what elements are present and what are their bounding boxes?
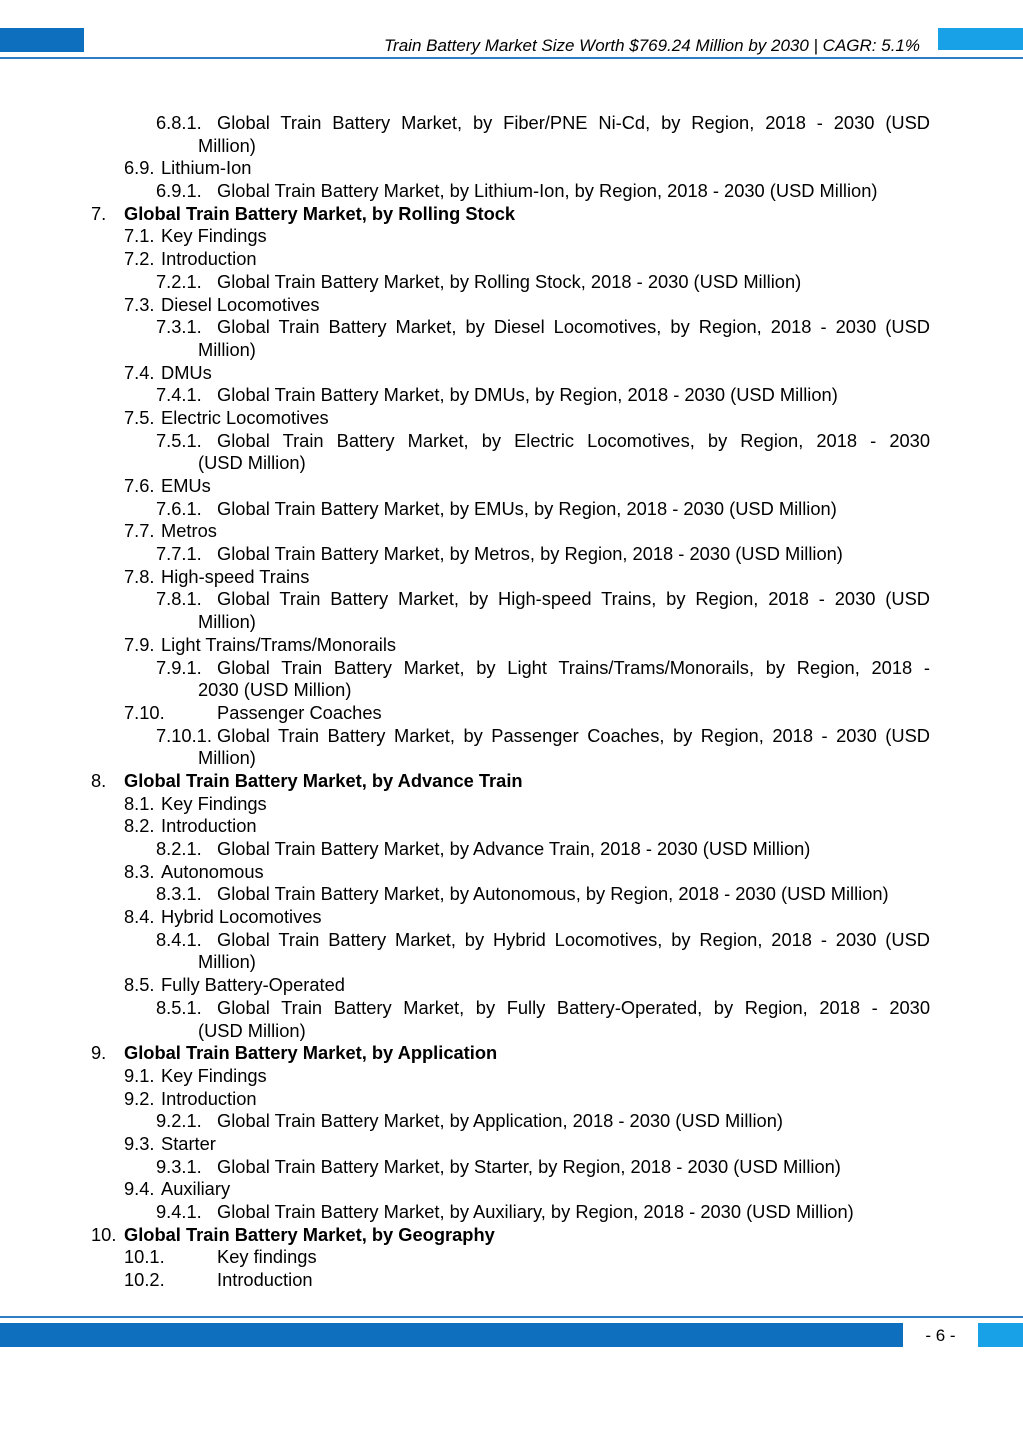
toc-entry bbox=[0, 634, 1023, 657]
toc-entry bbox=[0, 1178, 1023, 1201]
toc-entry bbox=[0, 452, 1023, 475]
toc-entry-number: 7.4. bbox=[124, 361, 155, 383]
toc-entry-number: 7.1. bbox=[124, 225, 155, 247]
toc-entry-number: 7.4.1. bbox=[156, 384, 202, 406]
toc-entry-title: Introduction bbox=[161, 1087, 257, 1109]
toc-entry-number: 9.4.1. bbox=[156, 1201, 202, 1222]
toc-entry-title: Global Train Battery Market, by Metros, by Region, 2018 - 2030 (USD Million) bbox=[217, 543, 843, 565]
toc-entry bbox=[0, 384, 1023, 407]
toc-entry bbox=[0, 1133, 1023, 1156]
toc-entry-number: 7.5.1. bbox=[156, 429, 202, 451]
toc-entry bbox=[0, 248, 1023, 271]
footer-right-bar bbox=[978, 1323, 1023, 1347]
toc-entry bbox=[0, 929, 1023, 952]
toc-entry-number: 7.5. bbox=[124, 406, 155, 428]
toc-entry-number: 9.3.1. bbox=[156, 1155, 202, 1177]
toc-entry-number: 7. bbox=[91, 202, 107, 224]
toc-entry-title: EMUs bbox=[161, 475, 211, 496]
toc-entry-title: Global Train Battery Market, by Light Trains/Trams/Monorails, by Region, 2018 - bbox=[217, 656, 930, 678]
toc-entry-number: 7.9.1. bbox=[156, 656, 202, 678]
toc-entry-title: Electric Locomotives bbox=[161, 406, 329, 428]
toc-entry-number: 8.1. bbox=[124, 792, 155, 814]
footer-rule bbox=[0, 1316, 1023, 1318]
toc-entry bbox=[0, 157, 1023, 180]
toc-entry-title: DMUs bbox=[161, 361, 212, 383]
toc-entry-title: Global Train Battery Market, by Autonomous, by Region, 2018 - 2030 (USD Million) bbox=[217, 883, 889, 905]
toc-entry-number: 7.8. bbox=[124, 565, 155, 587]
toc-entry-number: 9.4. bbox=[124, 1178, 155, 1200]
toc-entry bbox=[0, 316, 1023, 339]
toc-entry-number: 7.2.1. bbox=[156, 270, 202, 292]
toc-entry-number: 7.6.1. bbox=[156, 497, 202, 519]
toc-entry-title: Global Train Battery Market, by Auxiliary, by Region, 2018 - 2030 (USD Million) bbox=[217, 1201, 854, 1222]
toc-entry-title: Starter bbox=[161, 1132, 216, 1154]
toc-entry bbox=[0, 520, 1023, 543]
toc-entry-title: Global Train Battery Market, by Diesel Locomotives, by Region, 2018 - 2030 (USD bbox=[217, 316, 930, 338]
toc-entry-number: 9.3. bbox=[124, 1132, 155, 1154]
toc-entry-title: Global Train Battery Market, by Application, 2018 - 2030 (USD Million) bbox=[217, 1110, 783, 1132]
toc-entry-number: 10. bbox=[91, 1223, 117, 1245]
toc-entry bbox=[0, 951, 1023, 974]
toc-entry-number: 8.2.1. bbox=[156, 838, 202, 859]
toc-entry bbox=[0, 1246, 1023, 1269]
toc-entry bbox=[0, 883, 1023, 906]
toc-entry bbox=[0, 1110, 1023, 1133]
toc-entry-number: 9.1. bbox=[124, 1064, 155, 1086]
toc-entry-number: 8.4. bbox=[124, 906, 155, 928]
toc-entry-title: Global Train Battery Market, by Rolling Stock, 2018 - 2030 (USD Million) bbox=[217, 270, 802, 292]
toc-entry bbox=[0, 838, 1023, 861]
toc-entry bbox=[0, 657, 1023, 680]
toc-entry bbox=[0, 679, 1023, 702]
toc-entry-title: Hybrid Locomotives bbox=[161, 906, 322, 928]
toc-entry-title: Passenger Coaches bbox=[217, 701, 382, 723]
toc-entry bbox=[0, 1088, 1023, 1111]
toc-entry bbox=[0, 225, 1023, 248]
toc-entry bbox=[0, 702, 1023, 725]
toc-entry-number: 8.3. bbox=[124, 860, 155, 882]
toc-entry-number: 6.8.1. bbox=[156, 112, 202, 133]
toc-entry-title: Million) bbox=[198, 611, 256, 633]
toc-entry-title: Lithium-Ion bbox=[161, 157, 252, 179]
toc-entry-number: 7.10.1. bbox=[156, 724, 212, 746]
toc-entry-number: 8. bbox=[91, 769, 107, 791]
toc-entry bbox=[0, 1020, 1023, 1043]
toc-entry-title: High-speed Trains bbox=[161, 565, 310, 587]
toc-entry-number: 7.7.1. bbox=[156, 543, 202, 565]
toc-entry bbox=[0, 974, 1023, 997]
toc-entry bbox=[0, 611, 1023, 634]
toc-entry-title: Global Train Battery Market, by Fiber/PNE Ni-Cd, by Region, 2018 - 2030 (USD bbox=[217, 112, 930, 133]
toc-entry bbox=[0, 906, 1023, 929]
toc-entry bbox=[0, 430, 1023, 453]
toc-entry-number: 10.1. bbox=[124, 1246, 165, 1268]
toc-entry-number: 8.5. bbox=[124, 974, 155, 996]
toc-entry bbox=[0, 1042, 1023, 1065]
toc-entry-number: 7.8.1. bbox=[156, 588, 202, 610]
toc-entry-title: Global Train Battery Market, by High-speed Trains, by Region, 2018 - 2030 (USD bbox=[217, 588, 930, 610]
toc-entry bbox=[0, 815, 1023, 838]
page-number: - 6 - bbox=[925, 1326, 956, 1345]
toc-entry-title: Global Train Battery Market, by Hybrid Locomotives, by Region, 2018 - 2030 (USD bbox=[217, 928, 930, 950]
toc-entry bbox=[0, 1224, 1023, 1247]
toc-entry-title: Diesel Locomotives bbox=[161, 293, 320, 315]
toc-entry-title: Global Train Battery Market, by Rolling Stock bbox=[124, 202, 516, 224]
toc-entry bbox=[0, 1065, 1023, 1088]
toc-entry bbox=[0, 203, 1023, 226]
toc-entry-title: Autonomous bbox=[161, 860, 264, 882]
toc-entry-title: Global Train Battery Market, by EMUs, by Region, 2018 - 2030 (USD Million) bbox=[217, 497, 837, 519]
toc-entry bbox=[0, 112, 1023, 135]
header-rule bbox=[0, 57, 1023, 59]
toc-entry-title: Auxiliary bbox=[161, 1178, 231, 1200]
toc-entry bbox=[0, 294, 1023, 317]
toc-entry-title: Global Train Battery Market, by Passenger Coaches, by Region, 2018 - 2030 (USD bbox=[217, 724, 930, 746]
toc-entry-title: 2030 (USD Million) bbox=[198, 679, 352, 701]
toc-entry-title: Global Train Battery Market, by Starter, by Region, 2018 - 2030 (USD Million) bbox=[217, 1155, 841, 1177]
toc-entry-number: 10.2. bbox=[124, 1269, 165, 1291]
toc-entry-number: 8.5.1. bbox=[156, 996, 202, 1018]
toc-entry-number: 7.9. bbox=[124, 633, 155, 655]
toc-entry-title: Global Train Battery Market, by Geography bbox=[124, 1223, 495, 1245]
toc-entry-title: Million) bbox=[198, 951, 256, 973]
toc-entry-number: 8.4.1. bbox=[156, 928, 202, 950]
toc-entry bbox=[0, 135, 1023, 158]
toc-entry bbox=[0, 793, 1023, 816]
toc-entry bbox=[0, 498, 1023, 521]
toc-entry bbox=[0, 339, 1023, 362]
toc-entry-title: (USD Million) bbox=[198, 1019, 306, 1041]
toc-entry-number: 7.3.1. bbox=[156, 316, 202, 338]
toc-entry-number: 9.2. bbox=[124, 1087, 155, 1109]
toc-entry-number: 7.7. bbox=[124, 520, 155, 542]
toc-entry-title: Key Findings bbox=[161, 225, 267, 247]
toc-entry bbox=[0, 725, 1023, 748]
toc-entry-title: Global Train Battery Market, by Fully Battery-Operated, by Region, 2018 - 2030 bbox=[217, 996, 930, 1018]
toc-entry-title: Introduction bbox=[161, 815, 257, 837]
toc-entry bbox=[0, 271, 1023, 294]
toc-entry-title: Global Train Battery Market, by Electric Locomotives, by Region, 2018 - 2030 bbox=[217, 429, 930, 451]
toc-entry-title: Key Findings bbox=[161, 1064, 267, 1086]
toc-entry-title: Million) bbox=[198, 747, 256, 769]
toc-entry-title: Key Findings bbox=[161, 792, 267, 814]
toc-entry-title: Global Train Battery Market, by Advance Train bbox=[124, 769, 523, 791]
toc-entry-title: Metros bbox=[161, 520, 217, 542]
toc-entry-number: 8.3.1. bbox=[156, 883, 202, 905]
toc-entry-number: 9. bbox=[91, 1042, 107, 1064]
toc-entry bbox=[0, 861, 1023, 884]
toc-entry bbox=[0, 1201, 1023, 1224]
toc-entry-title: Key findings bbox=[217, 1246, 317, 1268]
toc-entry-number: 7.10. bbox=[124, 701, 165, 723]
header-title: Train Battery Market Size Worth $769.24 Million by 2030 | CAGR: 5.1% bbox=[383, 36, 920, 55]
toc-entry-title: Introduction bbox=[217, 1269, 313, 1291]
toc-entry-number: 9.2.1. bbox=[156, 1110, 202, 1132]
toc-entry bbox=[0, 407, 1023, 430]
toc-entry bbox=[0, 747, 1023, 770]
toc-entry bbox=[0, 588, 1023, 611]
toc-entry bbox=[0, 1269, 1023, 1292]
toc-entry-title: Light Trains/Trams/Monorails bbox=[161, 633, 397, 655]
toc-entry-number: 7.3. bbox=[124, 293, 155, 315]
toc-entry bbox=[0, 475, 1023, 498]
toc-entry-number: 8.2. bbox=[124, 815, 155, 837]
toc-entry-title: (USD Million) bbox=[198, 452, 306, 474]
toc-entry bbox=[0, 997, 1023, 1020]
toc-entry-title: Million) bbox=[198, 134, 256, 156]
toc-entry bbox=[0, 566, 1023, 589]
toc-entry-number: 7.2. bbox=[124, 248, 155, 270]
toc-entry-title: Global Train Battery Market, by Lithium-Ion, by Region, 2018 - 2030 (USD Million) bbox=[217, 180, 878, 202]
toc-entry bbox=[0, 362, 1023, 385]
toc-entry-number: 6.9.1. bbox=[156, 180, 202, 202]
toc-entry-number: 6.9. bbox=[124, 157, 155, 179]
toc-entry-title: Introduction bbox=[161, 248, 257, 270]
toc-entry-title: Global Train Battery Market, by DMUs, by Region, 2018 - 2030 (USD Million) bbox=[217, 384, 838, 406]
toc-entry-number: 7.6. bbox=[124, 475, 155, 496]
toc-entry bbox=[0, 180, 1023, 203]
toc-entry-title: Million) bbox=[198, 338, 256, 360]
header-left-bar bbox=[0, 28, 84, 52]
toc-entry bbox=[0, 1156, 1023, 1179]
footer-left-bar bbox=[0, 1323, 903, 1347]
toc-entry-title: Global Train Battery Market, by Advance Train, 2018 - 2030 (USD Million) bbox=[217, 838, 811, 859]
toc-entry bbox=[0, 543, 1023, 566]
header-right-bar bbox=[938, 28, 1023, 50]
table-of-contents bbox=[0, 112, 1023, 1292]
toc-entry-title: Global Train Battery Market, by Application bbox=[124, 1042, 498, 1064]
toc-entry-title: Fully Battery-Operated bbox=[161, 974, 345, 996]
toc-entry bbox=[0, 770, 1023, 793]
